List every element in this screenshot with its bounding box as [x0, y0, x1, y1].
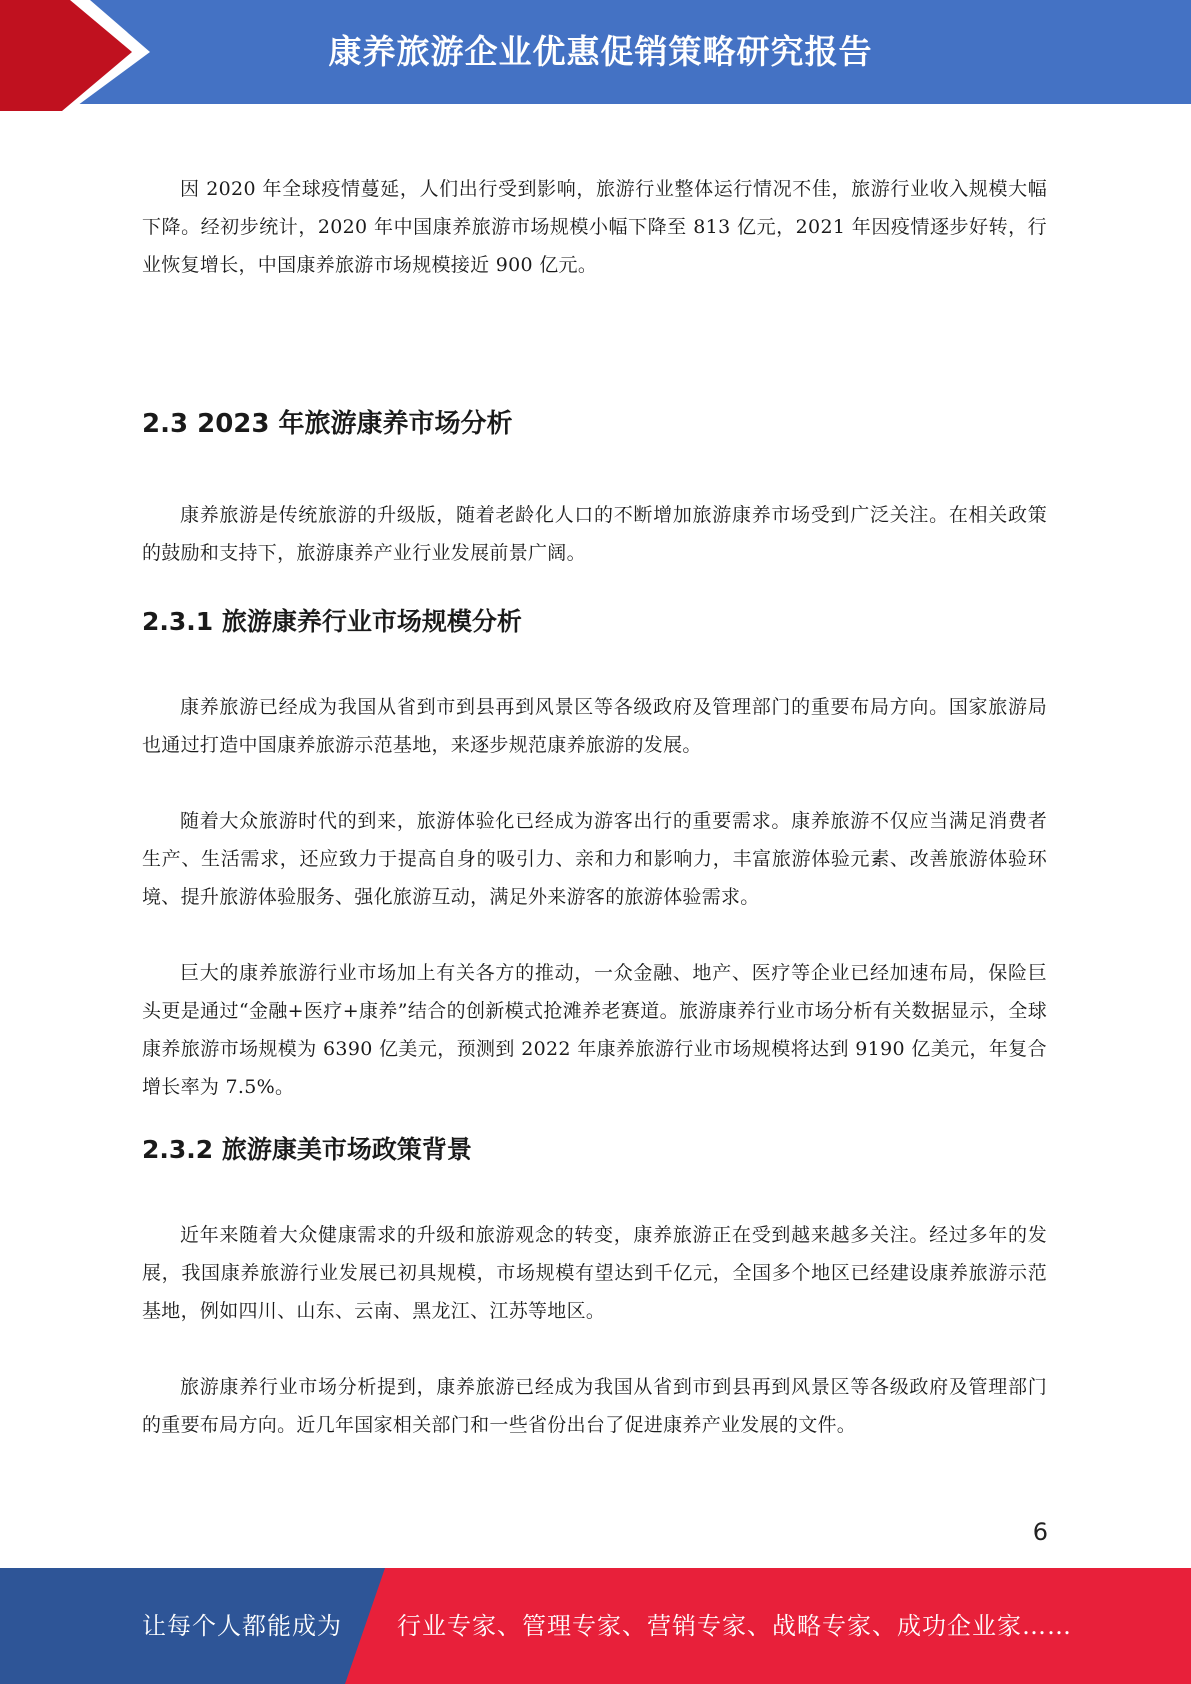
- paragraph: 因 2020 年全球疫情蔓延，人们出行受到影响，旅游行业整体运行情况不佳，旅游行业收入规模大幅下降。经初步统计，2020 年中国康养旅游市场规模小幅下降至 813 亿元，2021 年因疫情逐步好转，行业恢复增长，中国康养旅游市场规模接近 900 亿元。: [142, 178, 1047, 276]
- subsection-heading: 2.3.1 旅游康养行业市场规模分析: [142, 607, 522, 636]
- section-heading: 2.3 2023 年旅游康养市场分析: [142, 409, 513, 439]
- subsection-heading: 2.3.2 旅游康美市场政策背景: [142, 1135, 472, 1164]
- paragraph: 旅游康养行业市场分析提到，康养旅游已经成为我国从省到市到县再到风景区等各级政府及管理部门的重要布局方向。近几年国家相关部门和一些省份出台了促进康养产业发展的文件。: [142, 1376, 1047, 1436]
- footer-slogan-right: 行业专家、管理专家、营销专家、战略专家、成功企业家……: [397, 1612, 1072, 1640]
- paragraph: 随着大众旅游时代的到来，旅游体验化已经成为游客出行的重要需求。康养旅游不仅应当满足消费者生产、生活需求，还应致力于提高自身的吸引力、亲和力和影响力，丰富旅游体验元素、改善旅游体验环境、提升旅游体验服务、强化旅游互动，满足外来游客的旅游体验需求。: [142, 810, 1047, 908]
- footer-band: [0, 1568, 1191, 1684]
- paragraph: 康养旅游已经成为我国从省到市到县再到风景区等各级政府及管理部门的重要布局方向。国家旅游局也通过打造中国康养旅游示范基地，来逐步规范康养旅游的发展。: [142, 696, 1047, 756]
- footer-slogan-left: 让每个人都能成为: [142, 1612, 342, 1640]
- page-number: 6: [1032, 1518, 1048, 1546]
- paragraph: 康养旅游是传统旅游的升级版，随着老龄化人口的不断增加旅游康养市场受到广泛关注。在相关政策的鼓励和支持下，旅游康养产业行业发展前景广阔。: [142, 504, 1047, 564]
- header-band: [0, 0, 1191, 111]
- paragraph: 近年来随着大众健康需求的升级和旅游观念的转变，康养旅游正在受到越来越多关注。经过多年的发展，我国康养旅游行业发展已初具规模，市场规模有望达到千亿元，全国多个地区已经建设康养旅游示范基地，例如四川、山东、云南、黑龙江、江苏等地区。: [142, 1224, 1047, 1322]
- page-content: [142, 170, 1047, 1444]
- document-title: 康养旅游企业优惠促销策略研究报告: [328, 32, 873, 71]
- paragraph: 巨大的康养旅游行业市场加上有关各方的推动，一众金融、地产、医疗等企业已经加速布局，保险巨头更是通过“金融+医疗+康养”结合的创新模式抢滩养老赛道。旅游康养行业市场分析有关数据显示，全球康养旅游市场规模为 6390 亿美元，预测到 2022 年康养旅游行业市场规模将达到 9190 亿美元，年复合增长率为 7.5%。: [142, 962, 1047, 1098]
